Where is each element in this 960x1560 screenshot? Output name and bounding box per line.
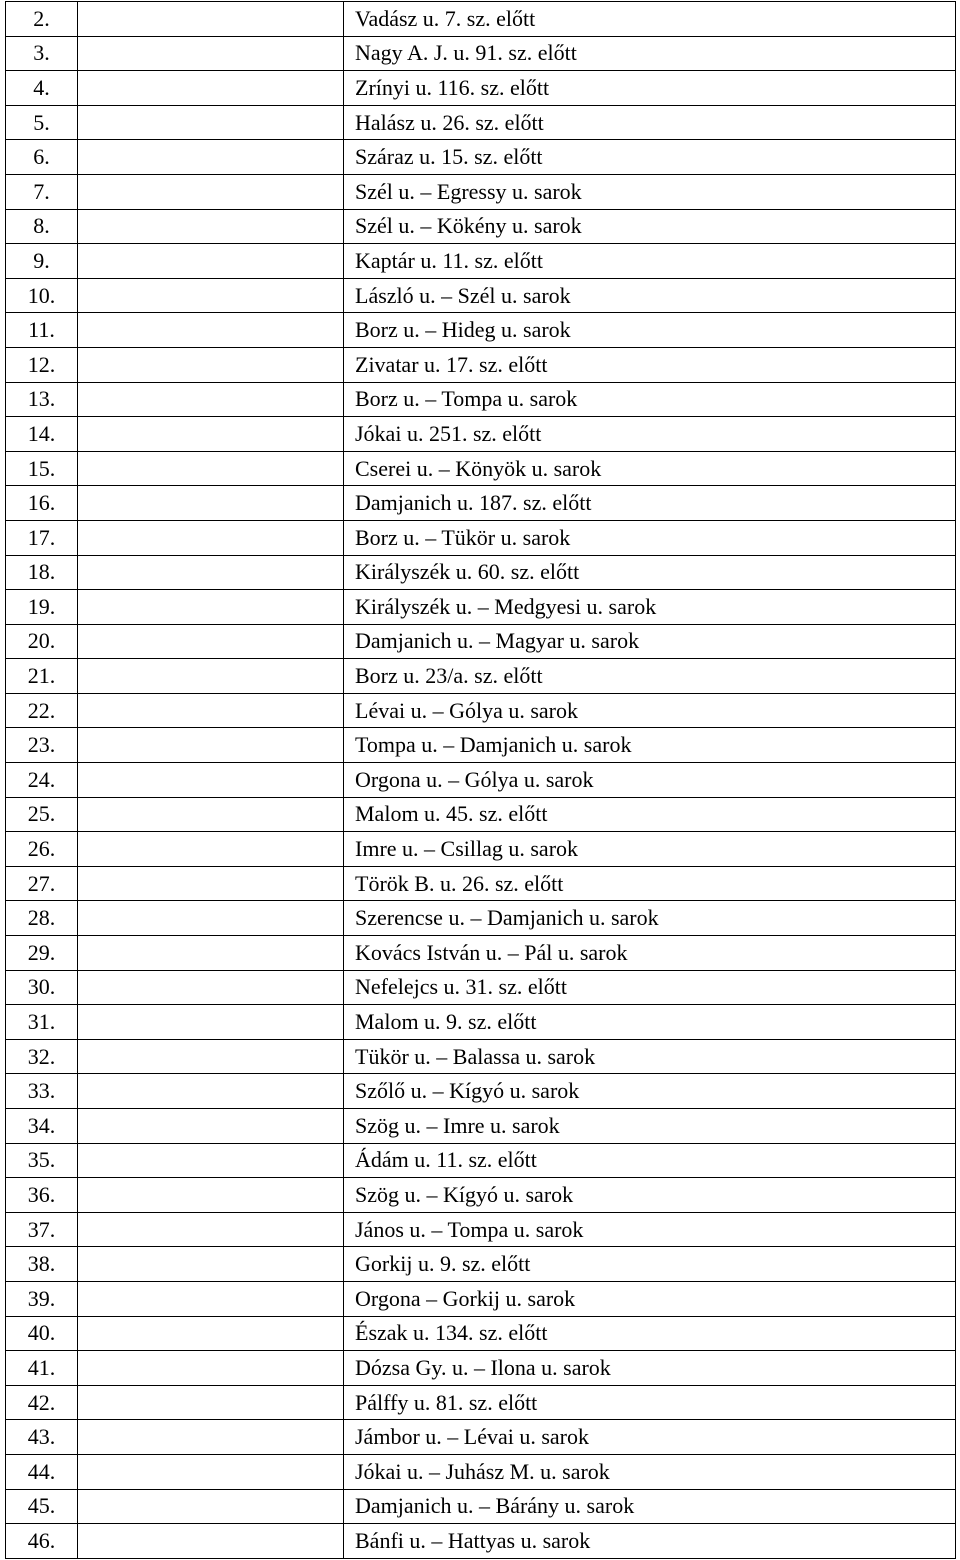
location-cell: Halász u. 26. sz. előtt [344, 105, 956, 140]
table-row [6, 451, 956, 486]
row-number-cell: 12. [6, 347, 78, 382]
empty-cell [78, 1212, 344, 1247]
location-cell: Pálffy u. 81. sz. előtt [344, 1385, 956, 1420]
location-cell: Bánfi u. – Hattyas u. sarok [344, 1524, 956, 1559]
table-row [6, 659, 956, 694]
row-number-cell: 29. [6, 936, 78, 971]
empty-cell [78, 970, 344, 1005]
location-cell: Borz u. – Tükör u. sarok [344, 520, 956, 555]
row-number-cell: 20. [6, 624, 78, 659]
location-cell: Malom u. 45. sz. előtt [344, 797, 956, 832]
row-number-cell: 37. [6, 1212, 78, 1247]
row-number-cell: 32. [6, 1039, 78, 1074]
location-cell: Borz u. 23/a. sz. előtt [344, 659, 956, 694]
table-row [6, 763, 956, 798]
location-cell: Szög u. – Kígyó u. sarok [344, 1178, 956, 1213]
row-number-cell: 25. [6, 797, 78, 832]
row-number-cell: 30. [6, 970, 78, 1005]
location-cell: Jókai u. – Juhász M. u. sarok [344, 1454, 956, 1489]
location-cell: Cserei u. – Könyök u. sarok [344, 451, 956, 486]
table-row [6, 278, 956, 313]
location-cell: Gorkij u. 9. sz. előtt [344, 1247, 956, 1282]
row-number-cell: 34. [6, 1109, 78, 1144]
empty-cell [78, 2, 344, 37]
empty-cell [78, 728, 344, 763]
location-cell: Orgona – Gorkij u. sarok [344, 1281, 956, 1316]
row-number-cell: 22. [6, 693, 78, 728]
location-cell: Dózsa Gy. u. – Ilona u. sarok [344, 1351, 956, 1386]
row-number-cell: 36. [6, 1178, 78, 1213]
row-number-cell: 27. [6, 866, 78, 901]
location-cell: Borz u. – Tompa u. sarok [344, 382, 956, 417]
location-cell: Orgona u. – Gólya u. sarok [344, 763, 956, 798]
location-cell: Kovács István u. – Pál u. sarok [344, 936, 956, 971]
location-cell: Imre u. – Csillag u. sarok [344, 832, 956, 867]
table-row [6, 624, 956, 659]
table-row [6, 1351, 956, 1386]
table-row [6, 901, 956, 936]
empty-cell [78, 555, 344, 590]
row-number-cell: 17. [6, 520, 78, 555]
location-cell: Zrínyi u. 116. sz. előtt [344, 71, 956, 106]
location-cell: Damjanich u. – Bárány u. sarok [344, 1489, 956, 1524]
row-number-cell: 13. [6, 382, 78, 417]
empty-cell [78, 763, 344, 798]
table-row [6, 520, 956, 555]
empty-cell [78, 244, 344, 279]
table-row [6, 71, 956, 106]
row-number-cell: 19. [6, 590, 78, 625]
row-number-cell: 41. [6, 1351, 78, 1386]
location-cell: Tompa u. – Damjanich u. sarok [344, 728, 956, 763]
row-number-cell: 23. [6, 728, 78, 763]
empty-cell [78, 71, 344, 106]
table-row [6, 1454, 956, 1489]
row-number-cell: 18. [6, 555, 78, 590]
empty-cell [78, 140, 344, 175]
location-cell: Jókai u. 251. sz. előtt [344, 417, 956, 452]
table-row [6, 382, 956, 417]
empty-cell [78, 1178, 344, 1213]
location-cell: Szél u. – Egressy u. sarok [344, 174, 956, 209]
row-number-cell: 5. [6, 105, 78, 140]
row-number-cell: 16. [6, 486, 78, 521]
location-cell: Száraz u. 15. sz. előtt [344, 140, 956, 175]
location-cell: Szőlő u. – Kígyó u. sarok [344, 1074, 956, 1109]
empty-cell [78, 1385, 344, 1420]
empty-cell [78, 278, 344, 313]
table-body [6, 2, 956, 1559]
location-cell: Szél u. – Kökény u. sarok [344, 209, 956, 244]
empty-cell [78, 1351, 344, 1386]
location-cell: Nagy A. J. u. 91. sz. előtt [344, 36, 956, 71]
table-row [6, 970, 956, 1005]
table-row [6, 174, 956, 209]
row-number-cell: 9. [6, 244, 78, 279]
location-cell: Kaptár u. 11. sz. előtt [344, 244, 956, 279]
empty-cell [78, 417, 344, 452]
location-cell: Malom u. 9. sz. előtt [344, 1005, 956, 1040]
table-row [6, 866, 956, 901]
row-number-cell: 40. [6, 1316, 78, 1351]
empty-cell [78, 624, 344, 659]
table-row [6, 1489, 956, 1524]
row-number-cell: 8. [6, 209, 78, 244]
row-number-cell: 42. [6, 1385, 78, 1420]
table-row [6, 590, 956, 625]
location-cell: László u. – Szél u. sarok [344, 278, 956, 313]
location-cell: Lévai u. – Gólya u. sarok [344, 693, 956, 728]
empty-cell [78, 1489, 344, 1524]
table-row [6, 209, 956, 244]
location-cell: Damjanich u. – Magyar u. sarok [344, 624, 956, 659]
row-number-cell: 26. [6, 832, 78, 867]
row-number-cell: 28. [6, 901, 78, 936]
empty-cell [78, 866, 344, 901]
table-row [6, 797, 956, 832]
table-row [6, 832, 956, 867]
empty-cell [78, 901, 344, 936]
row-number-cell: 35. [6, 1143, 78, 1178]
table-row [6, 693, 956, 728]
empty-cell [78, 1074, 344, 1109]
row-number-cell: 11. [6, 313, 78, 348]
empty-cell [78, 936, 344, 971]
empty-cell [78, 486, 344, 521]
empty-cell [78, 382, 344, 417]
location-cell: János u. – Tompa u. sarok [344, 1212, 956, 1247]
empty-cell [78, 36, 344, 71]
row-number-cell: 10. [6, 278, 78, 313]
row-number-cell: 39. [6, 1281, 78, 1316]
row-number-cell: 24. [6, 763, 78, 798]
location-cell: Zivatar u. 17. sz. előtt [344, 347, 956, 382]
table-row [6, 1143, 956, 1178]
table-row [6, 140, 956, 175]
empty-cell [78, 1454, 344, 1489]
location-cell: Ádám u. 11. sz. előtt [344, 1143, 956, 1178]
location-cell: Tükör u. – Balassa u. sarok [344, 1039, 956, 1074]
table-row [6, 728, 956, 763]
table-row [6, 417, 956, 452]
location-cell: Észak u. 134. sz. előtt [344, 1316, 956, 1351]
table-row [6, 936, 956, 971]
table-row [6, 1074, 956, 1109]
location-cell: Török B. u. 26. sz. előtt [344, 866, 956, 901]
location-cell: Szög u. – Imre u. sarok [344, 1109, 956, 1144]
row-number-cell: 38. [6, 1247, 78, 1282]
empty-cell [78, 105, 344, 140]
empty-cell [78, 209, 344, 244]
empty-cell [78, 1524, 344, 1559]
row-number-cell: 14. [6, 417, 78, 452]
row-number-cell: 33. [6, 1074, 78, 1109]
empty-cell [78, 797, 344, 832]
row-number-cell: 6. [6, 140, 78, 175]
table-row [6, 1281, 956, 1316]
empty-cell [78, 1005, 344, 1040]
table-row [6, 36, 956, 71]
empty-cell [78, 1281, 344, 1316]
empty-cell [78, 1247, 344, 1282]
table-row [6, 1420, 956, 1455]
location-cell: Damjanich u. 187. sz. előtt [344, 486, 956, 521]
row-number-cell: 44. [6, 1454, 78, 1489]
table-row [6, 1385, 956, 1420]
empty-cell [78, 347, 344, 382]
empty-cell [78, 832, 344, 867]
row-number-cell: 7. [6, 174, 78, 209]
table-row [6, 1524, 956, 1559]
table-row [6, 1109, 956, 1144]
row-number-cell: 4. [6, 71, 78, 106]
empty-cell [78, 693, 344, 728]
table-row [6, 1316, 956, 1351]
row-number-cell: 21. [6, 659, 78, 694]
table-row [6, 244, 956, 279]
empty-cell [78, 174, 344, 209]
empty-cell [78, 520, 344, 555]
row-number-cell: 2. [6, 2, 78, 37]
table-row [6, 2, 956, 37]
empty-cell [78, 590, 344, 625]
table-row [6, 1178, 956, 1213]
empty-cell [78, 659, 344, 694]
empty-cell [78, 1420, 344, 1455]
location-table [5, 1, 956, 1559]
empty-cell [78, 1143, 344, 1178]
table-row [6, 347, 956, 382]
location-cell: Szerencse u. – Damjanich u. sarok [344, 901, 956, 936]
row-number-cell: 46. [6, 1524, 78, 1559]
table-row [6, 486, 956, 521]
table-row [6, 1005, 956, 1040]
empty-cell [78, 313, 344, 348]
row-number-cell: 43. [6, 1420, 78, 1455]
location-cell: Királyszék u. – Medgyesi u. sarok [344, 590, 956, 625]
empty-cell [78, 451, 344, 486]
empty-cell [78, 1109, 344, 1144]
location-cell: Jámbor u. – Lévai u. sarok [344, 1420, 956, 1455]
table-row [6, 1212, 956, 1247]
empty-cell [78, 1039, 344, 1074]
row-number-cell: 3. [6, 36, 78, 71]
table-row [6, 313, 956, 348]
table-row [6, 1247, 956, 1282]
location-cell: Vadász u. 7. sz. előtt [344, 2, 956, 37]
table-row [6, 555, 956, 590]
location-cell: Borz u. – Hideg u. sarok [344, 313, 956, 348]
row-number-cell: 45. [6, 1489, 78, 1524]
location-cell: Nefelejcs u. 31. sz. előtt [344, 970, 956, 1005]
row-number-cell: 15. [6, 451, 78, 486]
table-row [6, 1039, 956, 1074]
row-number-cell: 31. [6, 1005, 78, 1040]
empty-cell [78, 1316, 344, 1351]
location-cell: Királyszék u. 60. sz. előtt [344, 555, 956, 590]
table-row [6, 105, 956, 140]
